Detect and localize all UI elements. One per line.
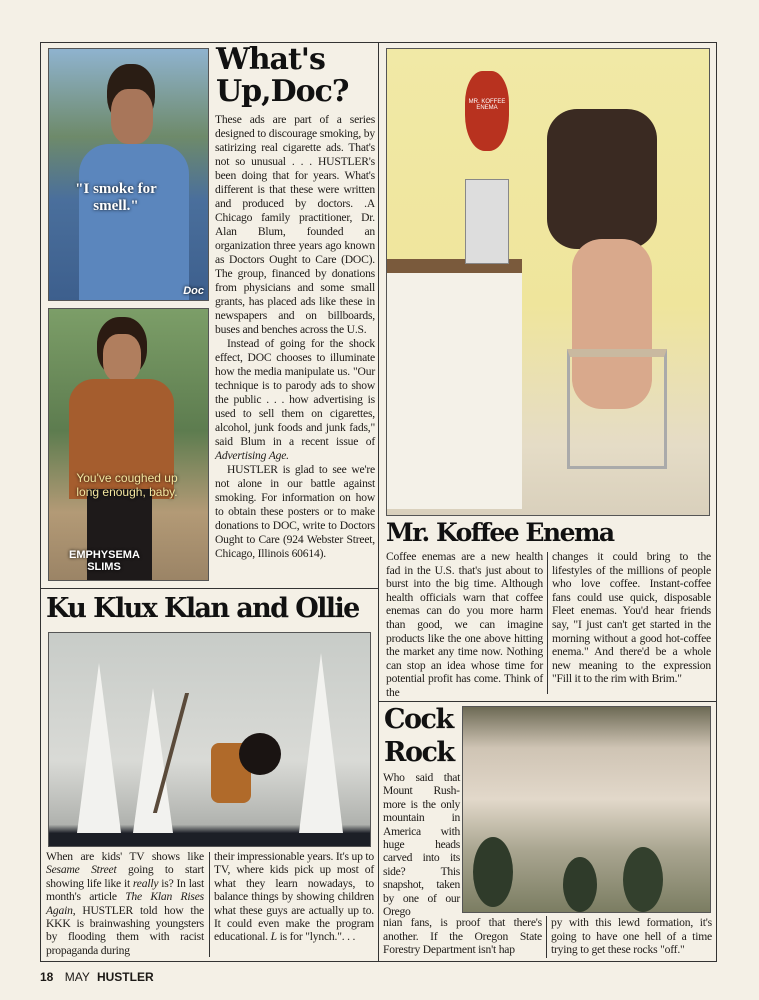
- column-rule: [209, 852, 210, 957]
- rock-formation-photo: [462, 706, 711, 913]
- article-body-col2: py with this lewd formation, it's going to have one hell of a time trying to get these rocks "off.": [551, 916, 712, 957]
- ad-brand: EMPHYSEMA SLIMS: [69, 549, 140, 573]
- title-line: What's: [216, 42, 325, 77]
- text: their impressionable years. It's up to TV, where kids pick up most of what they learn nowadays, to balance things by showing children what these guys are actually up to. It could even make the program educational.: [214, 850, 374, 944]
- emphasis: really: [132, 876, 159, 890]
- issue-month: MAY: [64, 970, 90, 984]
- article-body-col1: Coffee enemas are a new health fad in the U.S. that's just about to burst into the big time. Although health officials warn that coffee enemas can do you more harm than good, we can imagine products like the one above hitting the market any time now. Nothing can stop an idea whose time for potential profit has come. Think of the: [386, 550, 543, 699]
- article-reference: The Klan Rises Again: [46, 890, 204, 917]
- article-title: [384, 703, 454, 769]
- klan-puppets-photo: [48, 632, 371, 847]
- show-title: Sesame Street: [46, 863, 117, 877]
- ad-caption: You've coughed up long enough, baby.: [76, 471, 178, 499]
- article-body-side: Who said that Mount Rushmore is the only mountain in America with huge heads carved into its side? This snapshot, taken by one of our Orego: [383, 771, 460, 919]
- section-divider: [40, 588, 378, 589]
- anti-smoking-ad-photo-2: [48, 308, 209, 581]
- publication-name: Advertising Age.: [215, 449, 289, 462]
- article-title: [216, 44, 348, 108]
- text: , HUSTLER told how the KKK is brainwashing youngsters by flooding them with racist propaganda during: [46, 903, 204, 957]
- column-divider: [378, 42, 379, 962]
- article-body: [215, 113, 375, 561]
- ad-tag: Doc: [183, 285, 204, 297]
- text: going to start showing life like it: [46, 863, 204, 890]
- title-line: Cock: [384, 704, 453, 735]
- magazine-name: HUSTLER: [96, 970, 154, 984]
- page-footer: [40, 970, 154, 984]
- article-title: Ku Klux Klan and Ollie: [46, 593, 359, 624]
- title-line: Up,Doc?: [216, 74, 349, 109]
- text: When are kids' TV shows like: [46, 850, 204, 863]
- title-line: Rock: [384, 737, 454, 768]
- article-body-col2: [214, 850, 374, 944]
- article-body-col2: changes it could bring to the lifestyles of the millions of people who love coffee. Instant-coffee fans could use quick, disposable Fleet enemas. You'd hear friends say, "I just can't get started in the morning without a good hot-coffee enema." And there'd be a whole new meaning to the expression "Fill it to the rim with Brim.": [552, 550, 711, 686]
- column-rule: [547, 552, 548, 694]
- article-body-col1: nian fans, is proof that there's another. If the Oregon State Forestry Department isn't hap: [383, 916, 542, 957]
- page-number: 18: [40, 970, 54, 984]
- section-divider: [378, 701, 717, 702]
- ad-caption: "I smoke for smell.": [75, 181, 157, 214]
- bag-label: MR. KOFFEE ENEMA: [468, 99, 506, 111]
- anti-smoking-ad-photo-1: [48, 48, 209, 301]
- article-body-col1: [46, 850, 204, 957]
- paragraph: These ads are part of a series designed to discourage smoking, by satirizing real cigarette ads. That's not so unusual . . . HUSTLER's been doing that for years. What's different is that these were written and produced by doctors. .A Chicago family practitioner, Dr. Alan Blum, founded an organization three years ago known as Doctors Ought to Care (DOC). The group, financed by donations from physicians and some small grants, has placed ads like these in newspapers and on billboards, buses and benches across the U.S.: [215, 113, 375, 336]
- text: Instead of going for the shock effect, DOC chooses to illuminate how the media manipulate us. "Our technique is to parody ads to show the public . . . how advertising is used to sell them on cigarettes, alcohol, junk foods and junk fads," said Blum in a recent issue of: [215, 337, 375, 448]
- article-title: Mr. Koffee Enema: [386, 518, 614, 547]
- koffee-enema-photo: [386, 48, 710, 516]
- column-rule: [546, 916, 547, 958]
- text: is for "lynch.". . .: [276, 930, 356, 944]
- emphasis: L: [270, 930, 277, 944]
- paragraph: [215, 337, 375, 463]
- text: is? In last month's article: [46, 876, 204, 904]
- paragraph: HUSTLER is glad to see we're not alone in our battle against smoking. For information on how to obtain these posters or to make donations to DOC, write to Doctors Ought to Care (924 Webster Street, Chicago, Illinois 60614).: [215, 463, 375, 560]
